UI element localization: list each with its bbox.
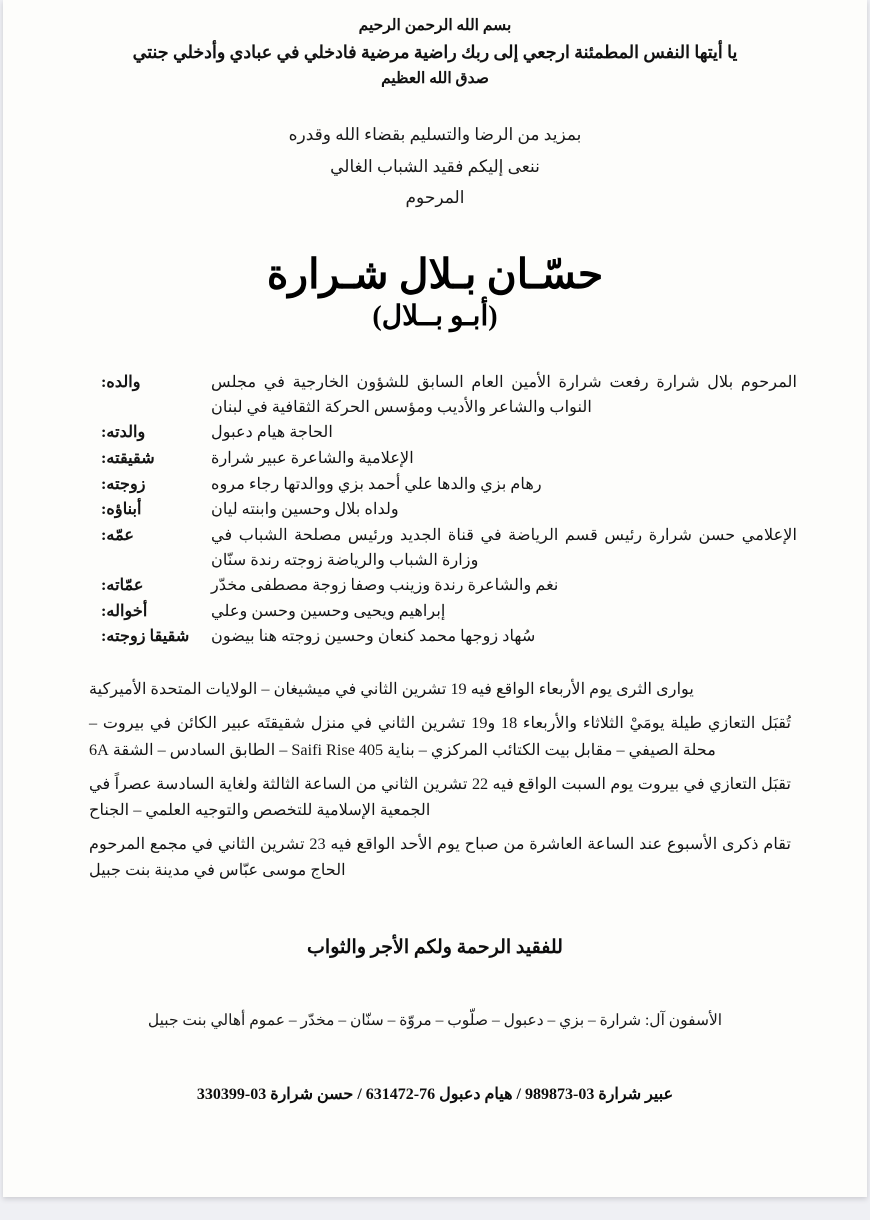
arrangement-paragraph-condolences-beirut-home: تُقبَل التعازي طيلة يومَيْ الثلاثاء والأربعاء 18 و19 تشرين الثاني في منزل شقيقتَه عبير الكائن في بيروت – محلة الصيفي – مقابل بيت الكتائب المركزي – بناية Saifi Rise 405 – الطابق السادس – الشقة 6A (89, 714, 791, 759)
table-row (91, 573, 797, 599)
relation-label: شقيقا زوجته: (101, 627, 190, 646)
relation-value: سُهاد زوجها محمد كنعان وحسين زوجته هنا بيضون (211, 627, 536, 646)
blessing-text: للفقيد الرحمة ولكم الأجر والثواب (307, 936, 563, 958)
intro-line-1: بمزيد من الرضا والتسليم بقضاء الله وقدره (288, 125, 582, 145)
quran-closing-text: صدق الله العظيم (381, 70, 489, 88)
relation-label: زوجته: (101, 474, 146, 493)
announcement-intro (3, 119, 867, 213)
table-row (91, 370, 797, 420)
deceased-full-name: حسّـان بـلال شـرارة (266, 250, 604, 297)
relation-value: الإعلامية والشاعرة عبير شرارة (211, 449, 414, 468)
contact-phones-line: عبير شرارة 03-989873 / هيام دعبول 76-631472 / حسن شرارة 03-330399 (196, 1085, 674, 1103)
arrangements-block (89, 676, 791, 884)
family-relations-table (91, 370, 797, 650)
table-row (91, 420, 797, 446)
table-row (91, 446, 797, 472)
arrangement-paragraph-burial: يوارى الثرى يوم الأربعاء الواقع فيه 19 تشرين الثاني في ميشيغان – الولايات المتحدة الأميركية (89, 680, 694, 699)
relation-label: عمّاته: (101, 576, 144, 595)
basmala-text: بسم الله الرحمن الرحيم (358, 17, 512, 34)
relation-value: المرحوم بلال شرارة رفعت شرارة الأمين العام السابق للشؤون الخارجية في مجلس النواب والشاعر والأديب ومؤسس الحركة الثقافية في لبنان (211, 373, 797, 416)
table-row (91, 624, 797, 650)
relation-value: نغم والشاعرة رندة وزينب وصفا زوجة مصطفى مخدّر (211, 576, 559, 595)
table-row (91, 523, 797, 573)
relation-label: أبناؤه: (101, 500, 142, 519)
relation-value: الإعلامي حسن شرارة رئيس قسم الرياضة في قناة الجديد ورئيس مصلحة الشباب في وزارة الشباب والرياضة زوجته رندة سنّان (211, 525, 797, 569)
relation-value: رهام بزي والدها علي أحمد بزي ووالدتها رجاء مروه (211, 474, 542, 493)
obituary-document (3, 0, 867, 1197)
relation-value: ولداه بلال وحسين وابنته ليان (211, 500, 399, 519)
relation-label: عمّه: (101, 525, 135, 544)
relation-label: والدته: (101, 423, 146, 442)
arrangement-paragraph-condolences-saturday: تقبَل التعازي في بيروت يوم السبت الواقع فيه 22 تشرين الثاني من الساعة الثالثة ولغاية السادسة عصراً في الجمعية الإسلامية للتخصص والتوجيه العلمي – الجناح (89, 774, 791, 819)
relation-label: والده: (101, 373, 141, 392)
table-row (91, 472, 797, 498)
relation-value: الحاجة هيام دعبول (211, 423, 333, 442)
intro-line-2: ننعى إليكم فقيد الشباب الغالي (330, 156, 540, 176)
arrangement-paragraph-week-memorial: تقام ذكرى الأسبوع عند الساعة العاشرة من صباح يوم الأحد الواقع فيه 23 تشرين الثاني في مجمع المرحوم الحاج موسى عبّاس في مدينة بنت جبيل (89, 835, 791, 880)
intro-line-3: المرحوم (405, 188, 465, 208)
relation-label: أخواله: (101, 601, 148, 620)
table-row (91, 497, 797, 523)
quran-block (3, 14, 867, 91)
quran-verse-text: يا أيتها النفس المطمئنة ارجعي إلى ربك راضية مرضية فادخلي في عبادي وأدخلي جنتي (132, 42, 738, 63)
deceased-kunya: (أبـو بــلال) (372, 301, 498, 333)
relation-value: إبراهيم ويحيى وحسين وحسن وعلي (211, 601, 446, 620)
table-row (91, 599, 797, 625)
relation-label: شقيقته: (101, 449, 155, 468)
deceased-name-block (3, 250, 867, 334)
grieving-families-line: الأسفون آل: شرارة – بزي – دعبول – صلّوب – مروّة – سنّان – مخدّر – عموم أهالي بنت جبيل (147, 1011, 723, 1029)
